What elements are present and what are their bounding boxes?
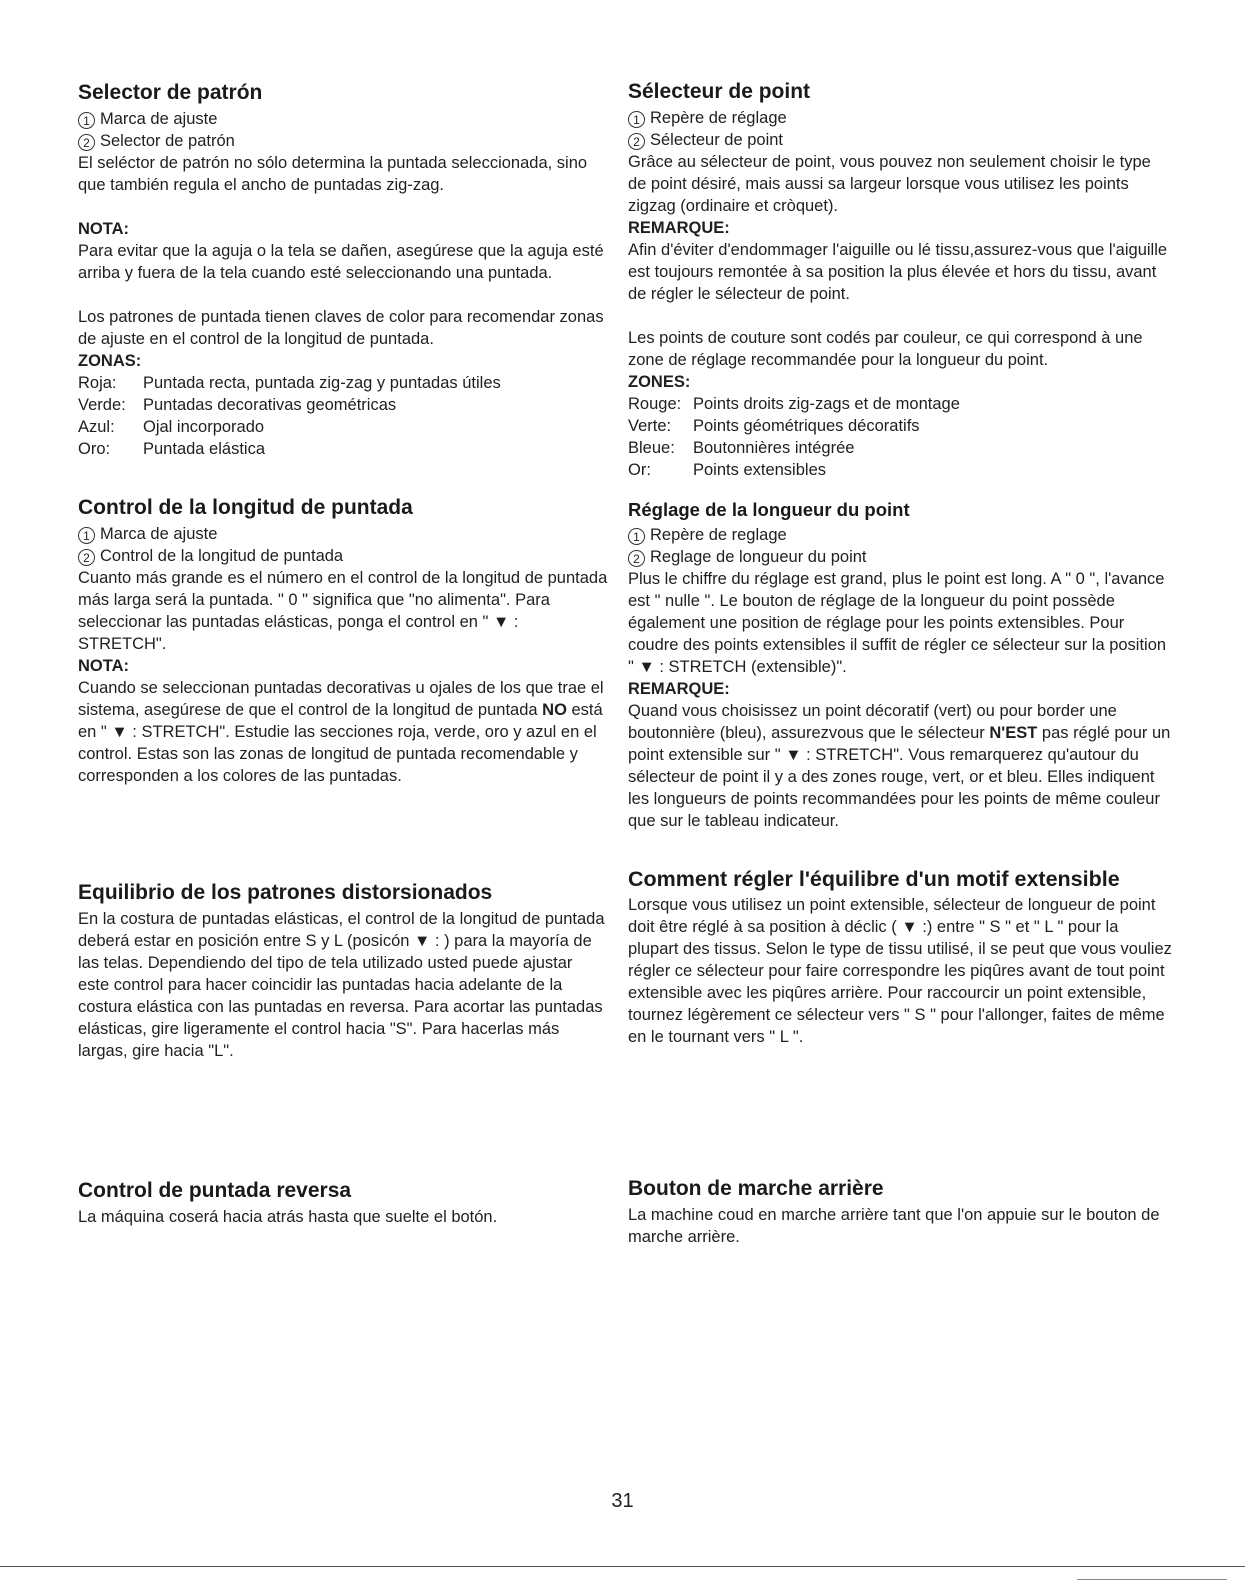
es-zone-row: Azul: Ojal incorporado <box>78 418 265 436</box>
fr-length-note-body: Quand vous choisissez un point décoratif (vert) ou pour border une boutonnière (bleu), assurezvous que le sélecteur N'EST pas réglé pour un point extensible sur " ▼ : STRETCH". Vous remarquerez qu'autour du sélecteur de point il y a des zones rouge, vert, or et bleu. Elles indiquent les longueurs de points recommandées pour les points de même couleur que sur le tableau indicateur. <box>628 702 1171 830</box>
es-zone-row: Oro: Puntada elástica <box>78 440 266 458</box>
fr-selector-item-1: 1 Repère de réglage <box>628 107 1173 129</box>
es-balance-section <box>78 880 608 1062</box>
fr-selector-body: Grâce au sélecteur de point, vous pouvez non seulement choisir le type de point désiré, mais aussi sa largeur lorsque vous utilisez les points zigzag (ordinaire et cròquet). <box>628 153 1151 215</box>
es-reverse-body: La máquina coserá hacia atrás hasta que suelte el botón. <box>78 1208 498 1226</box>
fr-zone-row: Verte: Points géométriques décoratifs <box>628 417 920 435</box>
es-length-note-label: NOTA: <box>78 657 130 675</box>
fr-selector-item-2: 2 Sélecteur de point <box>628 129 1173 151</box>
es-balance-title: Equilibrio de los patrones distorsionados <box>78 881 493 904</box>
fr-zones-label: ZONES: <box>628 373 691 391</box>
fr-reverse-title: Bouton de marche arrière <box>628 1177 884 1200</box>
es-selector-title: Selector de patrón <box>78 81 263 104</box>
fr-balance-body: Lorsque vous utilisez un point extensible, sélecteur de longueur de point doit être réglé à sa position à déclic ( ▼ :) entre " S " et " L " pour la plupart des tissus. Selon le type de tissu utilisé, il se peut que vous vouliez régler ce sélecteur pour faire correspondre les piqûres avant de tout point extensible avec les piqûres arrière. Pour raccourcir un point extensible, tournez légèrement ce sélecteur vers " S " pour l'allonger, faites de même en le tournant vers " L ". <box>628 896 1172 1046</box>
fr-length-section <box>628 498 1173 832</box>
es-selector-color-body: Los patrones de puntada tienen claves de color para recomendar zonas de ajuste en el control de la longitud de puntada. <box>78 308 604 348</box>
es-selector-note-body: Para evitar que la aguja o la tela se dañen, asegúrese que la aguja esté arriba y fuera de la tela cuando esté seleccionando una puntada. <box>78 242 604 282</box>
fr-length-item-2: 2 Reglage de longueur du point <box>628 546 1173 568</box>
fr-selector-section <box>628 79 1173 481</box>
es-zone-row: Roja: Puntada recta, puntada zig-zag y puntadas útiles <box>78 374 501 392</box>
es-length-section <box>78 495 608 787</box>
page-bottom-rule <box>0 1566 1245 1567</box>
marker-2: 2 <box>78 134 95 151</box>
fr-balance-section <box>628 866 1173 1048</box>
es-length-item-2: 2 Control de la longitud de puntada <box>78 545 608 567</box>
fr-selector-title: Sélecteur de point <box>628 80 811 103</box>
es-selector-item-2: 2 Selector de patrón <box>78 130 608 152</box>
es-length-body: Cuanto más grande es el número en el control de la longitud de puntada más larga será la puntada. " 0 " significa que "no alimenta". Para seleccionar las puntadas elásticas, ponga el control en " ▼ : STRETCH". <box>78 569 608 653</box>
es-balance-body: En la costura de puntadas elásticas, el control de la longitud de puntada deberá estar en posición entre S y L (posicón ▼ : ) para la mayoría de las telas. Dependiendo del tipo de tela utilizado usted puede ajustar este control para hacer coincidir las puntadas hacia adelante de la costura elástica con las puntadas en reversa. Para acortar las puntadas elásticas, gire ligeramente el control hacia "S". Para hacerlas más largas, gire hacia "L". <box>78 910 605 1060</box>
es-length-title: Control de la longitud de puntada <box>78 496 413 519</box>
es-selector-section <box>78 80 608 460</box>
es-length-note-body: Cuando se seleccionan puntadas decorativas u ojales de los que trae el sistema, asegúrese de que el control de la longitud de puntada NO está en " ▼ : STRETCH". Estudie las secciones roja, verde, oro y azul en el control. Estas son las zonas de longitud de puntada recomendable y corresponden a los colores de las puntadas. <box>78 679 604 785</box>
es-selector-note-label: NOTA: <box>78 220 130 238</box>
fr-selector-note-label: REMARQUE: <box>628 219 730 237</box>
fr-balance-title: Comment régler l'équilibre d'un motif extensible <box>628 867 1120 891</box>
fr-selector-color-body: Les points de couture sont codés par couleur, ce qui correspond à une zone de réglage recommandée pour la longueur du point. <box>628 329 1143 369</box>
es-selector-item-1: 1 Marca de ajuste <box>78 108 608 130</box>
fr-length-note-label: REMARQUE: <box>628 680 730 698</box>
fr-length-title: Réglage de la longueur du point <box>628 499 910 520</box>
es-reverse-section <box>78 1178 608 1228</box>
es-selector-body: El seléctor de patrón no sólo determina la puntada seleccionada, sino que también regula el ancho de puntadas zig-zag. <box>78 154 588 194</box>
marker-1: 1 <box>78 112 95 129</box>
es-reverse-title: Control de puntada reversa <box>78 1179 352 1202</box>
es-length-item-1: 1 Marca de ajuste <box>78 523 608 545</box>
fr-reverse-body: La machine coud en marche arrière tant que l'on appuie sur le bouton de marche arrière. <box>628 1206 1160 1246</box>
es-zones-label: ZONAS: <box>78 352 142 370</box>
fr-zone-row: Rouge: Points droits zig-zags et de montage <box>628 395 960 413</box>
fr-zone-row: Or: Points extensibles <box>628 461 826 479</box>
page-corner-rule <box>1077 1579 1227 1580</box>
fr-selector-note-body: Afin d'éviter d'endommager l'aiguille ou lé tissu,assurez-vous que l'aiguille est toujours remontée à sa position la plus élevée et hors du tissu, avant de régler le sélecteur de point. <box>628 241 1168 303</box>
fr-length-item-1: 1 Repère de reglage <box>628 524 1173 546</box>
fr-zone-row: Bleue: Boutonnières intégrée <box>628 439 855 457</box>
fr-length-body: Plus le chiffre du réglage est grand, plus le point est long. A " 0 ", l'avance est " nulle ". Le bouton de réglage de la longueur du point possède également une position de réglage pour les points extensibles. Pour coudre des points extensibles il suffit de régler ce sélecteur sur la position " ▼ : STRETCH (extensible)". <box>628 570 1167 676</box>
page-number: 31 <box>611 1490 634 1512</box>
es-zone-row: Verde: Puntadas decorativas geométricas <box>78 396 397 414</box>
fr-reverse-section <box>628 1176 1173 1248</box>
